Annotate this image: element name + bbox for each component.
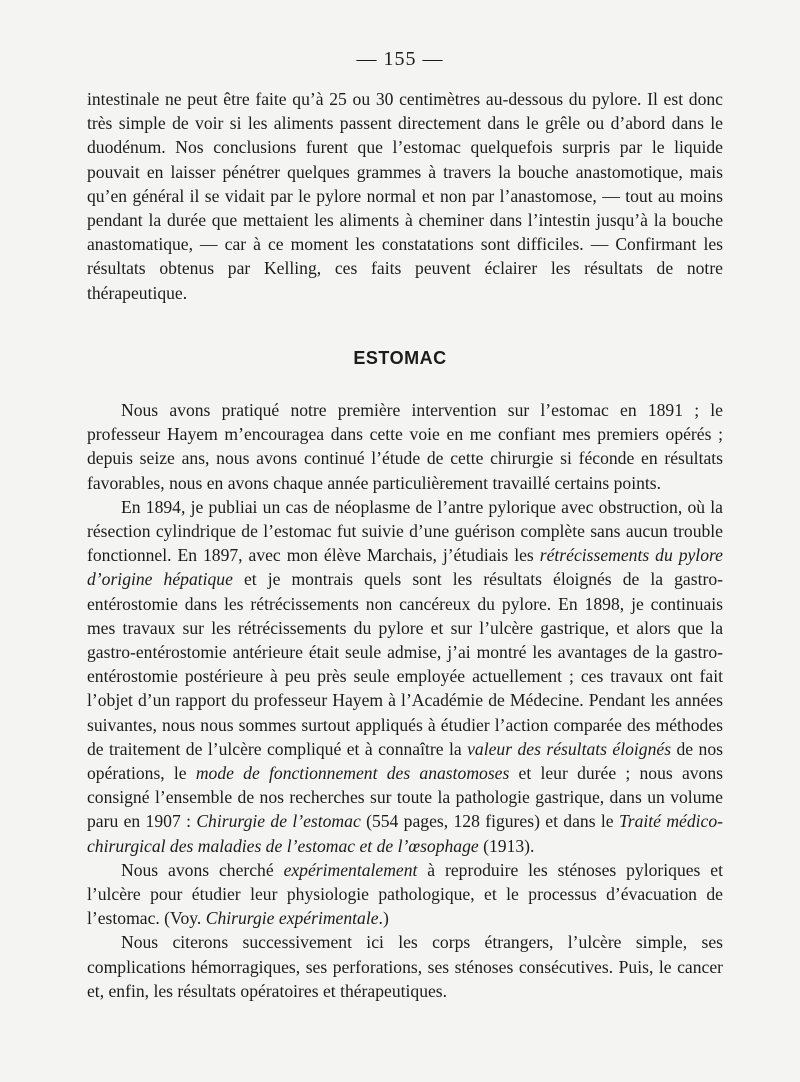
italic-text: Chirurgie expérimentale (205, 908, 379, 929)
italic-text: Traité médico-chirurgical des maladies de l’estomac et de l’œsophage (87, 811, 723, 856)
section-heading: ESTOMAC (353, 348, 447, 368)
italic-text: expérimentalement (283, 859, 418, 880)
text-run: de nos opérations, le (87, 738, 723, 784)
italic-text: mode de fonctionnement des anastomoses (195, 763, 510, 784)
text-run: et leur durée ; nous avons consigné l’ensemble de nos recherches sur toute la pathologie gastrique, dans un volume paru en 1907 : (87, 763, 723, 832)
italic-text: valeur des résultats éloignés (467, 738, 672, 759)
text-run: Nous citerons successivement ici les corps étrangers, l’ulcère simple, ses complications hémorragiques, ses perforations, ses sténoses consécutives. Puis, le cancer et, enfin, les résultats opératoires et thérapeutiques. (87, 932, 723, 1001)
italic-text: Chirurgie de l’estomac (196, 811, 361, 832)
text-run: En 1894, je publiai un cas de néoplasme de l’antre pylorique avec obstruction, où la résection cylindrique de l’estomac fut suivie d’une guérison complète sans aucun trouble fonctionnel. En 1897, avec mon élève Marchais, j’étudiais les (87, 496, 723, 566)
paragraph: intestinale ne peut être faite qu’à 25 ou 30 centimètres au-dessous du pylore. Il est donc très simple de voir si les aliments passent directement dans le grêle ou d’abord dans le duodénum. Nos conclusions furent que l’estomac quelquefois surpris par le liquide pouvait en laisser pénétrer quelques grammes à travers la bouche anastomotique, mais qu’en général il se vidait par le pylore normal et non par l’anastomose, — tout au moins pendant la durée que mettaient les aliments à cheminer dans l’intestin jusqu’à la bouche anastomatique, — car à ce moment les constatations sont difficiles. — Confirmant les résultats obtenus par Kelling, ces faits peuvent éclairer les résultats de notre thérapeutique. (87, 89, 723, 303)
text-run: (554 pages, 128 figures) et dans le (360, 811, 619, 832)
text-run: Nous avons pratiqué notre première intervention sur l’estomac en 1891 ; le professeur Hayem m’encouragea dans cette voie en me confiant mes premiers opérés ; depuis seize ans, nous avons continué l’étude de cette chirurgie si féconde en résultats favorables, nous en avons chaque année particulièrement travaillé certains points. (87, 400, 723, 493)
paragraph (87, 495, 723, 858)
text-run: et je montrais quels sont les résultats éloignés de la gastro-entérostomie dans les rétrécissements non cancéreux du pylore. En 1898, je continuais mes travaux sur les rétrécissements du pylore et sur l’ulcère gastrique, et alors que la gastro-entérostomie antérieure était seule admise, j’ai montré les avantages de la gastro-entérostomie postérieure à peu près seule employée actuellement ; ces travaux ont fait l’objet d’un rapport du professeur Hayem à l’Académie de Médecine. Pendant les années suivantes, nous nous sommes surtout appliqués à étudier l’action comparée des méthodes de traitement de l’ulcère compliqué et à connaître la (87, 569, 723, 759)
text-run: Nous avons cherché (121, 859, 284, 880)
paragraph (87, 858, 723, 931)
paragraph (87, 930, 723, 1003)
text-run: à reproduire les sténoses pyloriques et l’ulcère pour étudier leur physiologie pathologique, et le processus d’évacuation de l’estomac. (Voy. (87, 859, 723, 929)
text-run: (1913). (478, 835, 535, 856)
page-number: — 155 — (356, 48, 444, 70)
italic-text: rétrécissements du pylore d’origine hépatique (87, 545, 723, 590)
section-body (87, 398, 723, 1003)
text-run: .) (378, 908, 389, 929)
intro-paragraph (87, 87, 723, 305)
paragraph (87, 398, 723, 495)
